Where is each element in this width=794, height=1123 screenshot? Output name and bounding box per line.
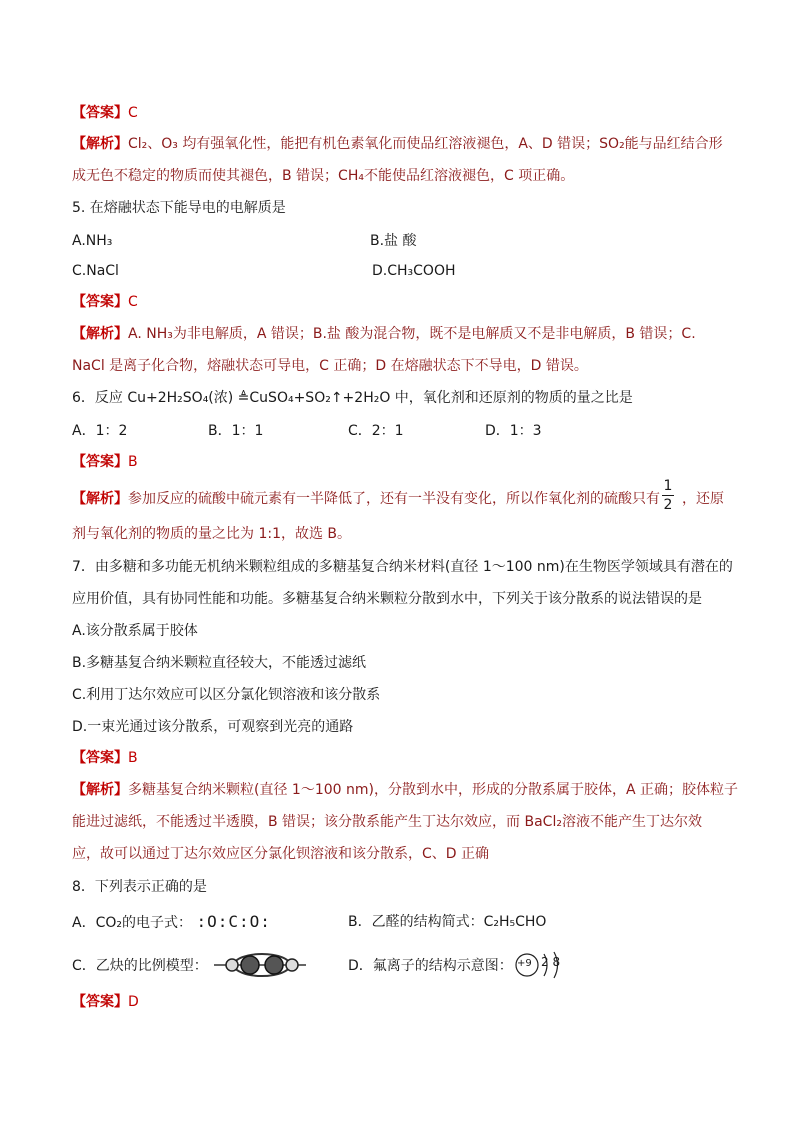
answer-value: D [128, 994, 139, 1010]
analysis-text: 参加反应的硫酸中硫元素有一半降低了，还有一半没有变化，所以作氧化剂的硫酸只有 [128, 491, 660, 507]
q7-option-b: B.多糖基复合纳米颗粒直径较大，不能透过滤纸 [72, 655, 367, 671]
q4-analysis-line1 [72, 134, 723, 154]
analysis-label: 【解析】 [72, 491, 128, 507]
q7-stem-line2: 应用价值，具有协同性能和功能。多糖基复合纳米颗粒分散到水中，下列关于该分散系的说法错误的是 [72, 591, 702, 607]
q6-option-a: A．1：2 [72, 423, 128, 439]
q5-stem: 5. 在熔融状态下能导电的电解质是 [72, 200, 286, 216]
q6-analysis-line2: 剂与氧化剂的物质的量之比为 1:1，故选 B。 [72, 526, 352, 542]
answer-value: C [128, 105, 138, 121]
analysis-label: 【解析】 [72, 136, 128, 152]
q5-option-d: D.CH₃COOH [372, 263, 456, 279]
answer-value: B [128, 454, 138, 470]
answer-label: 【答案】 [72, 105, 128, 121]
answer-value: C [128, 294, 138, 310]
q5-option-b: B.盐 酸 [370, 233, 417, 249]
q6-analysis-line1 [72, 489, 660, 509]
q8-option-c-text: C．乙炔的比例模型： [72, 958, 208, 974]
answer-label: 【答案】 [72, 750, 128, 766]
q6-option-c: C．2：1 [348, 423, 404, 439]
q6-analysis-line1-end: ，还原 [682, 491, 724, 507]
q7-analysis-line3: 应，故可以通过丁达尔效应区分氯化钡溶液和该分散系，C、D 正确 [72, 846, 490, 862]
q8-answer [72, 992, 139, 1012]
acetylene-model-icon [210, 950, 310, 980]
q7-option-d: D.一束光通过该分散系，可观察到光亮的通路 [72, 719, 354, 735]
q8-option-c [72, 956, 208, 976]
fraction-numerator: 1 [663, 478, 673, 494]
fraction-denominator: 2 [663, 497, 673, 513]
q4-answer [72, 103, 138, 123]
fraction-one-half [662, 478, 674, 513]
q7-option-c: C.利用丁达尔效应可以区分氯化钡溶液和该分散系 [72, 687, 381, 703]
fluoride-nucleus-label: +9 [517, 958, 532, 969]
q6-option-b: B．1：1 [208, 423, 264, 439]
q7-answer [72, 748, 138, 768]
q7-option-a: A.该分散系属于胶体 [72, 623, 198, 639]
analysis-label: 【解析】 [72, 326, 128, 342]
q5-analysis-line2: NaCl 是离子化合物，熔融状态可导电，C 正确；D 在熔融状态下不导电，D 错误。 [72, 358, 588, 374]
q8-option-d [348, 956, 513, 976]
q5-analysis-line1 [72, 324, 696, 344]
fluoride-shell-electrons: 2 8 [541, 955, 561, 969]
q7-analysis-line1 [72, 780, 738, 800]
q6-option-d: D．1：3 [485, 423, 542, 439]
q7-stem-line1: 7．由多糖和多功能无机纳米颗粒组成的多糖基复合纳米材料(直径 1～100 nm)在生物医学领域具有潜在的 [72, 559, 733, 575]
q4-analysis-line2: 成无色不稳定的物质而使其褪色，B 错误；CH₄不能使品红溶液褪色，C 项正确。 [72, 168, 575, 184]
q6-stem: 6．反应 Cu+2H₂SO₄(浓) ≜CuSO₄+SO₂↑+2H₂O 中，氧化剂和还原剂的物质的量之比是 [72, 390, 633, 406]
q8-option-d-text: D．氟离子的结构示意图： [348, 958, 513, 974]
answer-label: 【答案】 [72, 994, 128, 1010]
analysis-label: 【解析】 [72, 782, 128, 798]
answer-label: 【答案】 [72, 294, 128, 310]
fraction-bar [662, 495, 674, 496]
q7-analysis-line2: 能进过滤纸，不能透过半透膜，B 错误；该分散系能产生丁达尔效应，而 BaCl₂溶液不能产生丁达尔效 [72, 814, 702, 830]
analysis-text: 多糖基复合纳米颗粒(直径 1～100 nm)，分散到水中，形成的分散系属于胶体，A 正确；胶体粒子 [128, 782, 738, 798]
q5-option-a: A.NH₃ [72, 233, 113, 249]
q6-answer [72, 452, 138, 472]
q5-option-c: C.NaCl [72, 263, 119, 279]
analysis-text: A. NH₃为非电解质，A 错误；B.盐 酸为混合物，既不是电解质又不是非电解质，B 错误；C. [128, 326, 696, 342]
q8-option-a [72, 912, 271, 933]
analysis-text: Cl₂、O₃ 均有强氧化性，能把有机色素氧化而使品红溶液褪色，A、D 错误；SO₂能与品红结合形 [128, 136, 723, 152]
q8-option-a-text: A．CO₂的电子式： [72, 915, 192, 931]
q5-answer [72, 292, 138, 312]
q8-option-b: B．乙醛的结构简式：C₂H₅CHO [348, 914, 547, 930]
answer-value: B [128, 750, 138, 766]
answer-label: 【答案】 [72, 454, 128, 470]
co2-electron-formula: :O:C:O: [196, 912, 271, 931]
q8-stem: 8．下列表示正确的是 [72, 879, 207, 895]
